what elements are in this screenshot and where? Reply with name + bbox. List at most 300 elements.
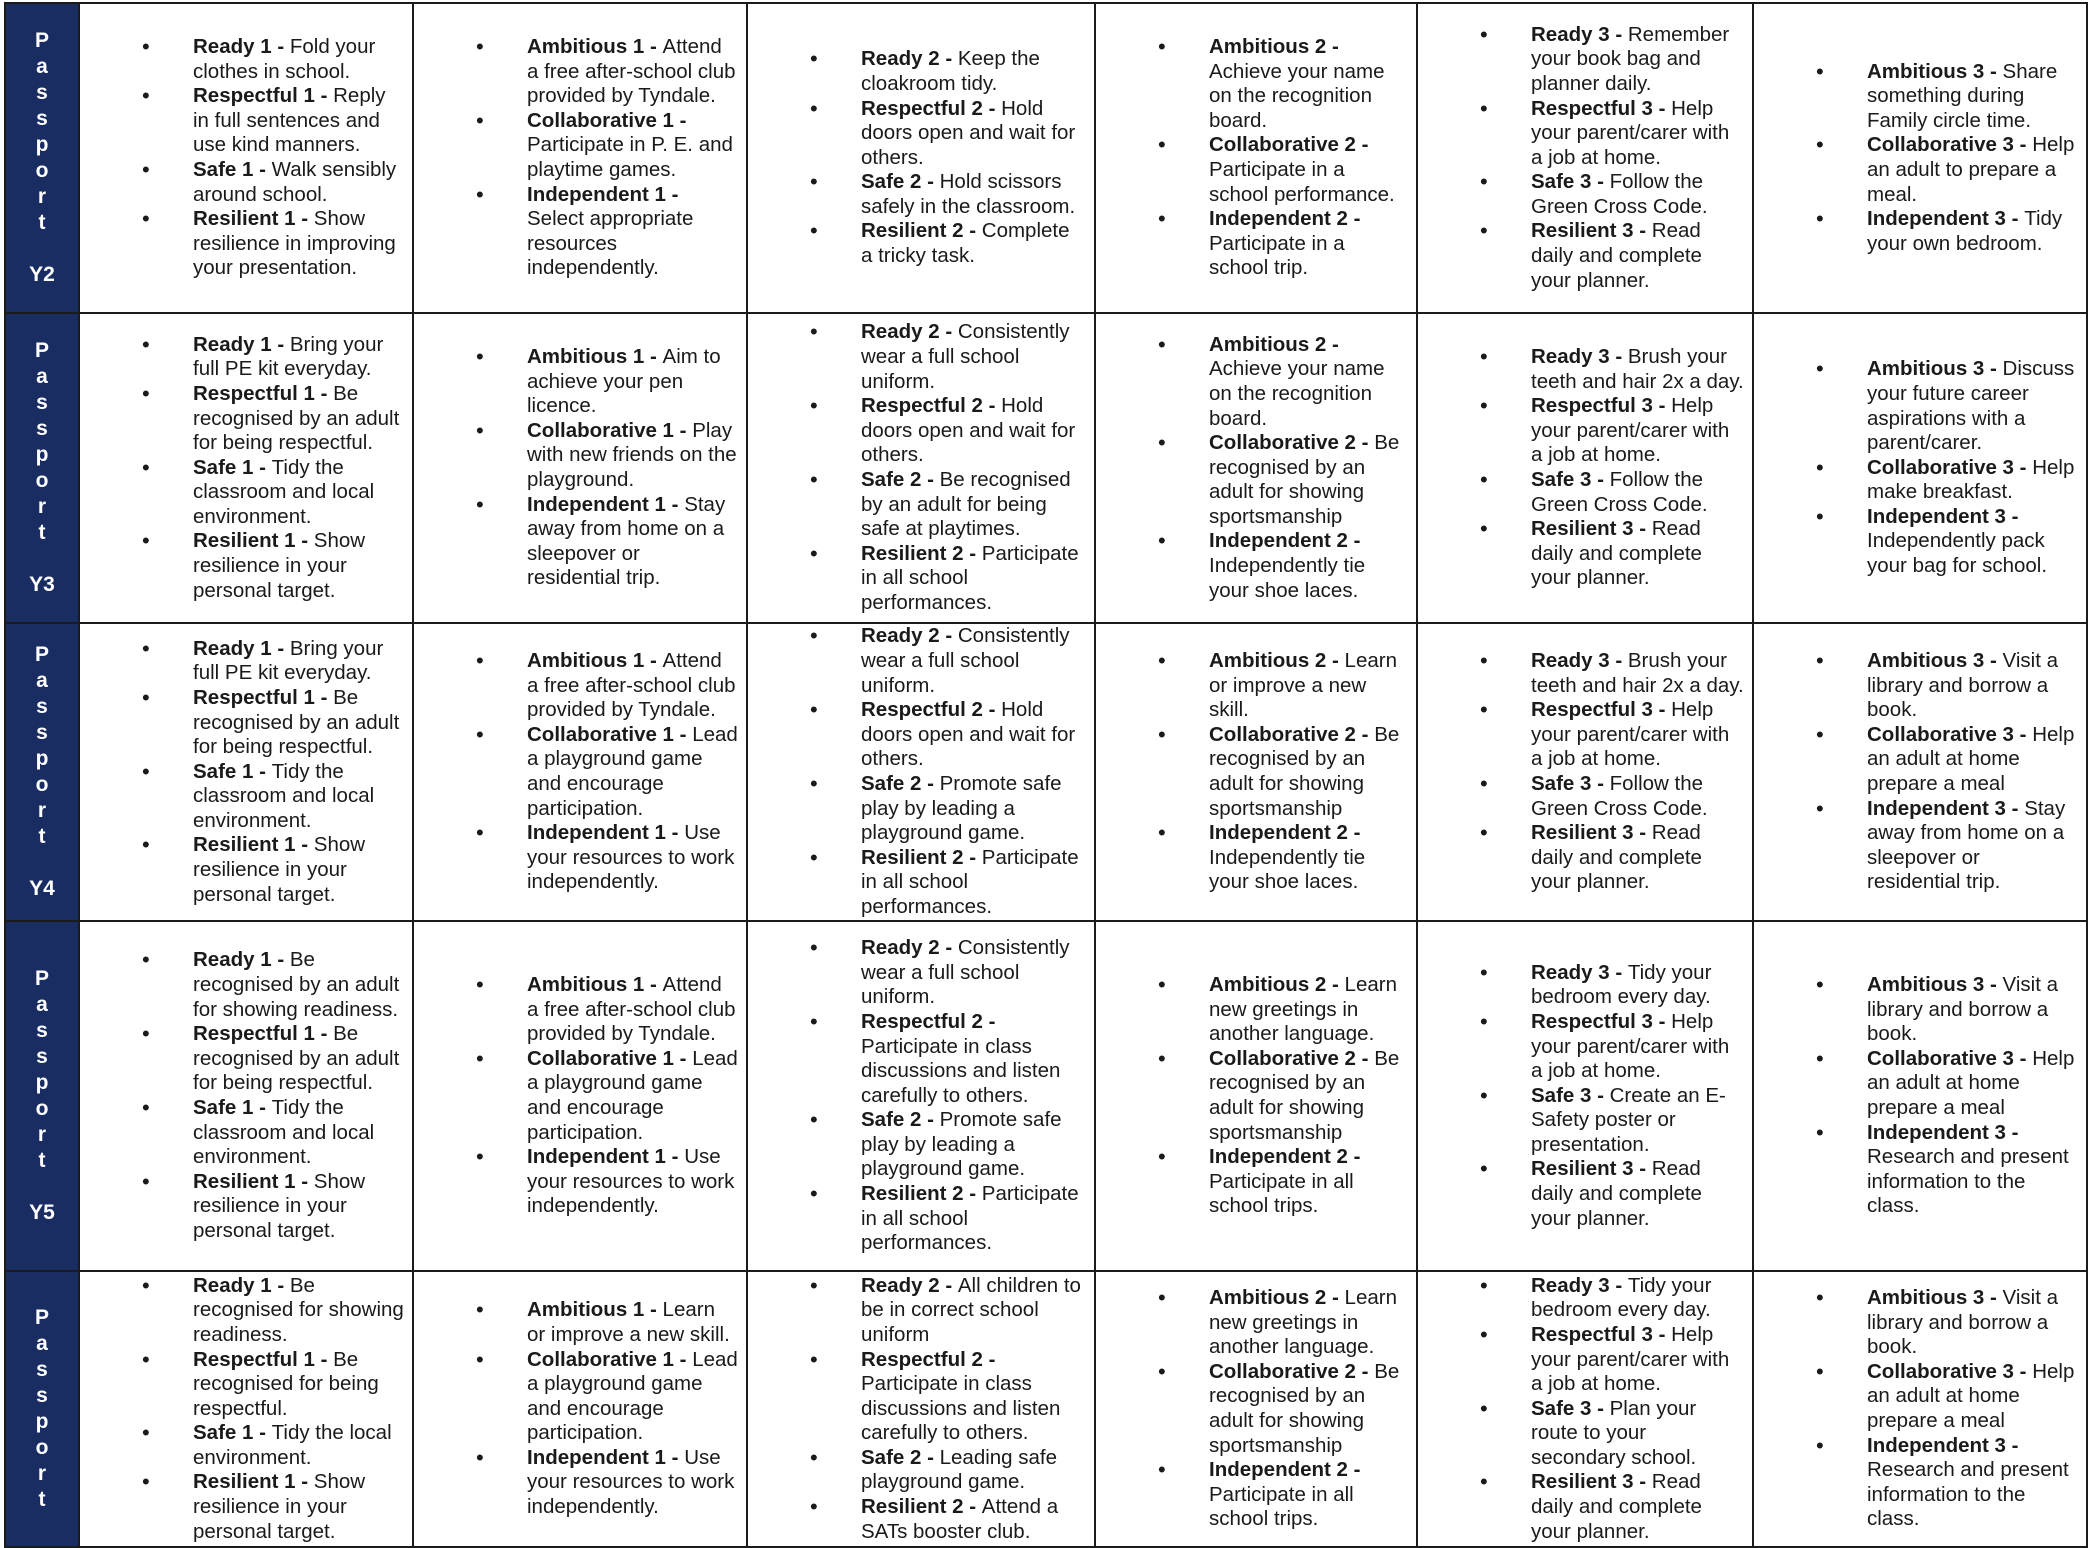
target-cell <box>413 921 747 1271</box>
target-text: Help make breakfast. <box>1867 455 2075 504</box>
target-text: Follow the Green Cross Code. <box>1531 170 1708 218</box>
target-text: Create an E-Safety poster or presentation. <box>1531 1083 1726 1156</box>
target-key: Respectful 3 - <box>1531 698 1672 722</box>
target-item <box>1096 1360 1408 1458</box>
target-list <box>80 637 412 908</box>
target-item <box>80 1470 404 1544</box>
side-letter: P <box>34 29 49 52</box>
target-key: Resilient 3 - <box>1531 1470 1652 1494</box>
passport-side-label <box>5 3 79 313</box>
target-text: Show resilience in your personal target. <box>193 1169 366 1242</box>
target-cell <box>1417 623 1753 921</box>
target-text: Remember your book bag and planner daily. <box>1531 22 1730 95</box>
target-text: Attend a free after-school club provided by Tyndale. <box>527 973 736 1046</box>
target-list <box>1096 333 1416 604</box>
target-text: Help your parent/carer with a job at home. <box>1531 1009 1730 1083</box>
side-letter: t <box>38 1149 46 1172</box>
target-item <box>1418 23 1744 97</box>
target-item <box>1754 207 2078 256</box>
target-item <box>748 542 1086 616</box>
target-text: Help an adult to prepare a meal. <box>1867 133 2075 206</box>
target-key: Resilient 1 - <box>193 1470 314 1494</box>
target-cell <box>413 1271 747 1547</box>
target-text: Participate in all school performances. <box>861 541 1079 614</box>
target-item <box>1754 723 2078 797</box>
target-text: Visit a library and borrow a book. <box>1867 649 2059 722</box>
target-key: Ready 3 - <box>1531 960 1628 984</box>
target-item <box>1418 1323 1744 1397</box>
target-key: Ready 2 - <box>861 1273 958 1297</box>
target-item <box>1096 431 1408 529</box>
target-list <box>748 320 1094 615</box>
target-text: Independently tie your shoe laces. <box>1209 554 1366 602</box>
target-key: Collaborative 3 - <box>1867 722 2033 746</box>
target-key: Ready 2 - <box>861 47 958 71</box>
target-key: Resilient 3 - <box>1531 821 1652 845</box>
side-letter: r <box>37 799 47 822</box>
target-text: Tidy the classroom and local environment. <box>193 1096 375 1169</box>
target-key: Collaborative 3 - <box>1867 1046 2033 1070</box>
target-key: Respectful 3 - <box>1531 1009 1672 1033</box>
target-item <box>748 624 1086 698</box>
target-key: Resilient 3 - <box>1531 517 1652 541</box>
target-cell <box>1753 921 2087 1271</box>
target-item <box>80 1170 404 1244</box>
side-letter: a <box>36 55 48 78</box>
target-text: Bring your full PE kit everyday. <box>193 332 384 381</box>
target-text: Help your parent/carer with a job at home. <box>1531 96 1730 169</box>
target-cell <box>413 313 747 623</box>
target-item <box>1418 772 1744 821</box>
target-cell <box>747 1271 1095 1547</box>
target-item <box>1418 1470 1744 1544</box>
target-item <box>80 686 404 760</box>
target-item <box>1754 797 2078 895</box>
target-text: Learn new greetings in another language. <box>1209 973 1397 1046</box>
side-year: Y4 <box>29 877 55 900</box>
target-text: Discuss your future career aspirations with a parent/carer. <box>1867 357 2075 455</box>
target-key: Collaborative 1 - <box>527 108 687 132</box>
target-item <box>1418 821 1744 895</box>
target-list <box>748 47 1094 268</box>
target-key: Respectful 2 - <box>861 698 1002 722</box>
side-letter: P <box>34 643 49 666</box>
target-key: Safe 3 - <box>1531 468 1610 491</box>
target-key: Respectful 2 - <box>861 1009 996 1033</box>
target-cell <box>1417 1271 1753 1547</box>
target-key: Safe 2 - <box>861 170 940 194</box>
target-text: Achieve your name on the recognition board. <box>1209 357 1385 430</box>
target-item <box>80 333 404 382</box>
target-item <box>1754 1286 2078 1360</box>
target-key: Independent 1 - <box>527 821 685 845</box>
passport-row <box>5 313 2087 623</box>
target-item <box>1418 1157 1744 1231</box>
side-letter: s <box>36 721 48 744</box>
target-list <box>80 1274 412 1545</box>
side-letter: t <box>38 521 46 544</box>
target-key: Independent 2 - <box>1209 821 1361 845</box>
target-key: Respectful 1 - <box>193 1022 334 1046</box>
side-letter: s <box>36 1019 48 1042</box>
target-item <box>1096 529 1408 603</box>
target-key: Collaborative 2 - <box>1209 133 1369 157</box>
target-text: Show resilience in your personal target. <box>193 529 366 602</box>
target-item <box>1096 1047 1408 1145</box>
target-text: Fold your clothes in school. <box>193 35 376 83</box>
target-item <box>414 345 738 419</box>
target-key: Safe 1 - <box>193 455 272 479</box>
target-key: Ready 1 - <box>193 1273 290 1297</box>
target-item <box>748 1446 1086 1495</box>
target-key: Ambitious 1 - <box>527 649 663 673</box>
side-year: Y3 <box>29 573 55 596</box>
target-cell <box>79 1271 413 1547</box>
side-letter: o <box>35 1436 49 1459</box>
target-cell <box>79 921 413 1271</box>
target-item <box>748 698 1086 772</box>
side-year: Y2 <box>29 263 55 286</box>
target-key: Ambitious 2 - <box>1209 332 1339 356</box>
target-key: Respectful 3 - <box>1531 1322 1672 1346</box>
target-cell <box>1753 1271 2087 1547</box>
target-item <box>80 833 404 907</box>
target-text: Be recognised by an adult for showing readiness. <box>193 948 400 1021</box>
target-key: Ready 3 - <box>1531 649 1628 673</box>
target-text: Participate in a school trip. <box>1209 231 1345 280</box>
target-text: Aim to achieve your pen licence. <box>527 345 721 418</box>
target-key: Safe 1 - <box>193 1421 272 1445</box>
side-letter: t <box>38 211 46 234</box>
target-text: Research and present information to the class. <box>1867 1458 2069 1531</box>
target-key: Ready 1 - <box>193 332 290 356</box>
target-item <box>80 84 404 158</box>
target-item <box>414 1348 738 1446</box>
target-list <box>80 35 412 281</box>
target-key: Ready 2 - <box>861 936 958 960</box>
target-text: Participate in a school performance. <box>1209 158 1395 206</box>
side-letter: r <box>37 1462 47 1485</box>
target-text: Use your resources to work independently. <box>527 1445 735 1519</box>
target-list <box>1754 357 2086 578</box>
target-key: Ready 3 - <box>1531 345 1628 369</box>
target-item <box>1418 1010 1744 1084</box>
target-item <box>1754 505 2078 579</box>
target-text: Promote safe play by leading a playground game. <box>861 1108 1062 1181</box>
target-text: Follow the Green Cross Code. <box>1531 468 1708 516</box>
target-text: Participate in class discussions and listen carefully to others. <box>861 1034 1061 1107</box>
target-key: Respectful 1 - <box>193 685 334 709</box>
side-letter: r <box>37 1123 47 1146</box>
target-key: Resilient 2 - <box>861 219 982 243</box>
target-item <box>1418 698 1744 772</box>
target-key: Respectful 3 - <box>1531 96 1672 120</box>
target-item <box>1096 35 1408 133</box>
side-letter: s <box>36 81 48 104</box>
target-text: Tidy the classroom and local environment. <box>193 759 375 832</box>
side-letter: a <box>36 365 48 388</box>
side-letter: s <box>36 391 48 414</box>
target-key: Safe 3 - <box>1531 170 1610 194</box>
target-text: Bring your full PE kit everyday. <box>193 636 384 685</box>
target-text: Be recognised by an adult for showing sportsmanship <box>1209 722 1400 820</box>
side-letter: a <box>36 993 48 1016</box>
side-letter: p <box>35 1410 49 1433</box>
target-item <box>80 35 404 84</box>
target-text: Stay away from home on a sleepover or residential trip. <box>1867 796 2066 894</box>
target-text: Show resilience in improving your presentation. <box>193 207 396 280</box>
target-item <box>414 821 738 895</box>
target-text: Help an adult at home prepare a meal <box>1867 722 2075 795</box>
target-text: Tidy the local environment. <box>193 1421 392 1469</box>
target-list <box>1418 1274 1752 1545</box>
target-key: Respectful 2 - <box>861 394 1002 418</box>
target-item <box>80 637 404 686</box>
target-text: Learn or improve a new skill. <box>1209 649 1397 722</box>
target-item <box>1418 517 1744 591</box>
target-text: Be recognised by an adult for being respectful. <box>193 1022 400 1095</box>
target-item <box>80 207 404 281</box>
target-key: Ambitious 2 - <box>1209 35 1339 59</box>
target-key: Ambitious 1 - <box>527 35 663 59</box>
target-key: Resilient 1 - <box>193 529 314 553</box>
target-text: Plan your route to your secondary school. <box>1531 1396 1697 1469</box>
target-cell <box>1417 313 1753 623</box>
target-key: Resilient 1 - <box>193 207 314 231</box>
target-text: Show resilience in your personal target. <box>193 833 366 906</box>
target-text: Attend a free after-school club provided by Tyndale. <box>527 35 736 108</box>
target-text: Promote safe play by leading a playground game. <box>861 772 1062 845</box>
target-text: Use your resources to work independently. <box>527 821 735 894</box>
target-key: Ambitious 3 - <box>1867 649 2003 673</box>
target-key: Safe 1 - <box>193 158 272 181</box>
target-text: Consistently wear a full school uniform. <box>861 624 1070 697</box>
target-text: Brush your teeth and hair 2x a day. <box>1531 345 1744 393</box>
passport-side-label <box>5 921 79 1271</box>
target-list <box>1418 649 1752 895</box>
target-cell <box>1753 3 2087 313</box>
side-letter: r <box>37 495 47 518</box>
target-key: Collaborative 1 - <box>527 1046 693 1070</box>
target-key: Respectful 2 - <box>861 1347 996 1371</box>
target-text: Share something during Family circle time. <box>1867 59 2058 132</box>
target-item <box>414 109 738 183</box>
target-item <box>80 1421 404 1470</box>
target-list <box>1096 649 1416 895</box>
target-text: Use your resources to work independently. <box>527 1145 735 1218</box>
target-key: Collaborative 2 - <box>1209 722 1375 746</box>
target-item <box>748 47 1086 96</box>
passport-grid <box>4 2 2088 1548</box>
target-key: Ready 1 - <box>193 948 290 972</box>
target-item <box>748 1010 1086 1108</box>
target-item <box>748 1274 1086 1348</box>
target-key: Collaborative 1 - <box>527 722 693 746</box>
target-text: Read daily and complete your planner. <box>1531 219 1702 292</box>
target-cell <box>1095 3 1417 313</box>
target-key: Safe 2 - <box>861 468 940 491</box>
target-key: Independent 1 - <box>527 492 685 516</box>
target-text: Lead a playground game and encourage participation. <box>527 1046 738 1144</box>
target-cell <box>747 3 1095 313</box>
target-text: Hold scissors safely in the classroom. <box>861 170 1076 218</box>
side-letter: o <box>35 469 49 492</box>
side-letter: s <box>36 695 48 718</box>
target-text: Learn new greetings in another language. <box>1209 1286 1397 1359</box>
target-key: Independent 1 - <box>527 1145 685 1169</box>
target-key: Independent 1 - <box>527 182 679 206</box>
target-key: Ready 2 - <box>861 320 958 344</box>
target-key: Safe 2 - <box>861 1108 940 1132</box>
side-letter: P <box>34 339 49 362</box>
target-cell <box>79 313 413 623</box>
target-text: Lead a playground game and encourage participation. <box>527 722 738 820</box>
target-item <box>1418 170 1744 219</box>
target-list <box>748 936 1094 1256</box>
side-letter: p <box>35 1071 49 1094</box>
target-item <box>748 170 1086 219</box>
target-item <box>748 846 1086 920</box>
target-key: Resilient 2 - <box>861 845 982 869</box>
target-item <box>748 219 1086 268</box>
target-list <box>414 1298 746 1519</box>
target-cell <box>747 623 1095 921</box>
target-key: Resilient 1 - <box>193 833 314 857</box>
target-item <box>1754 1121 2078 1219</box>
target-list <box>1096 973 1416 1219</box>
target-text: Participate in all school performances. <box>861 1182 1079 1255</box>
side-letter: P <box>34 967 49 990</box>
target-text: Reply in full sentences and use kind manners. <box>193 84 386 157</box>
target-item <box>748 394 1086 468</box>
target-key: Ambitious 2 - <box>1209 973 1345 997</box>
target-key: Respectful 1 - <box>193 84 334 108</box>
target-text: Walk sensibly around school. <box>193 158 397 206</box>
target-item <box>414 183 738 281</box>
target-list <box>414 35 746 281</box>
target-text: Participate in class discussions and listen carefully to others. <box>861 1372 1061 1445</box>
target-item <box>414 1298 738 1347</box>
target-text: Achieve your name on the recognition board. <box>1209 59 1385 132</box>
target-item <box>748 320 1086 394</box>
target-item <box>1096 973 1408 1047</box>
target-item <box>1096 133 1408 207</box>
target-text: Be recognised by an adult for being respectful. <box>193 685 400 759</box>
target-key: Resilient 3 - <box>1531 1157 1652 1181</box>
target-cell <box>413 623 747 921</box>
target-list <box>1096 1286 1416 1532</box>
passport-row <box>5 3 2087 313</box>
target-item <box>748 97 1086 171</box>
target-text: Participate in P. E. and playtime games. <box>527 133 733 181</box>
target-key: Ambitious 3 - <box>1867 1286 2003 1310</box>
target-text: Be recognised by an adult for being safe at playtimes. <box>861 468 1071 541</box>
target-key: Safe 3 - <box>1531 772 1610 795</box>
target-list <box>414 345 746 591</box>
target-text: Independently pack your bag for school. <box>1867 529 2048 578</box>
target-text: Tidy your own bedroom. <box>1867 207 2063 255</box>
target-text: Attend a SATs booster club. <box>861 1495 1059 1543</box>
side-letter: p <box>35 747 49 770</box>
target-text: Read daily and complete your planner. <box>1531 1157 1702 1230</box>
target-key: Ambitious 2 - <box>1209 649 1345 673</box>
target-key: Collaborative 3 - <box>1867 455 2033 479</box>
target-text: Brush your teeth and hair 2x a day. <box>1531 649 1744 697</box>
passport-row <box>5 623 2087 921</box>
target-text: Be recognised by an adult for being respectful. <box>193 381 400 455</box>
target-list <box>748 1274 1094 1545</box>
target-item <box>80 1022 404 1096</box>
target-item <box>1096 723 1408 821</box>
target-key: Safe 1 - <box>193 759 272 783</box>
target-cell <box>413 3 747 313</box>
target-list <box>1754 1286 2086 1532</box>
target-item <box>1418 1397 1744 1471</box>
target-text: Hold doors open and wait for others. <box>861 96 1076 169</box>
target-key: Independent 1 - <box>527 1445 685 1469</box>
target-text: Help an adult at home prepare a meal <box>1867 1046 2075 1119</box>
target-text: Be recognised by an adult for showing sportsmanship <box>1209 431 1400 528</box>
target-list <box>1754 60 2086 257</box>
target-item <box>1096 333 1408 431</box>
side-letter: o <box>35 159 49 182</box>
target-item <box>80 456 404 530</box>
target-item <box>1418 394 1744 468</box>
side-letter: t <box>38 825 46 848</box>
target-key: Resilient 2 - <box>861 541 982 565</box>
target-cell <box>1417 921 1753 1271</box>
side-letter: s <box>36 107 48 130</box>
target-item <box>1754 133 2078 207</box>
target-cell <box>1753 313 2087 623</box>
target-key: Independent 2 - <box>1209 1145 1361 1169</box>
target-item <box>414 1047 738 1145</box>
target-item <box>1418 219 1744 293</box>
passport-side-label <box>5 623 79 921</box>
target-text: Be recognised for showing readiness. <box>193 1273 404 1346</box>
target-item <box>748 772 1086 846</box>
target-cell <box>1417 3 1753 313</box>
side-letter: a <box>36 1332 48 1355</box>
target-key: Independent 2 - <box>1209 529 1361 553</box>
target-item <box>414 973 738 1047</box>
target-item <box>1418 345 1744 394</box>
passport-row <box>5 1271 2087 1547</box>
target-key: Independent 3 - <box>1867 504 2019 528</box>
target-key: Ambitious 1 - <box>527 973 663 997</box>
target-text: Stay away from home on a sleepover or residential trip. <box>527 492 726 590</box>
target-key: Ambitious 3 - <box>1867 973 2003 997</box>
target-list <box>748 624 1094 919</box>
target-item <box>1754 1047 2078 1121</box>
target-text: Be recognised by an adult for showing sportsmanship <box>1209 1046 1400 1144</box>
target-text: Tidy your bedroom every day. <box>1531 1273 1712 1322</box>
target-item <box>748 1348 1086 1446</box>
side-letter: o <box>35 773 49 796</box>
target-item <box>414 419 738 493</box>
target-cell <box>1753 623 2087 921</box>
side-letter: s <box>36 1358 48 1381</box>
target-item <box>80 158 404 207</box>
target-key: Collaborative 2 - <box>1209 1046 1375 1070</box>
target-text: Complete a tricky task. <box>861 219 1070 268</box>
target-key: Safe 3 - <box>1531 1083 1610 1107</box>
target-item <box>1754 1434 2078 1532</box>
target-item <box>414 649 738 723</box>
target-cell <box>79 623 413 921</box>
target-key: Resilient 3 - <box>1531 219 1652 243</box>
target-key: Collaborative 3 - <box>1867 1359 2033 1383</box>
